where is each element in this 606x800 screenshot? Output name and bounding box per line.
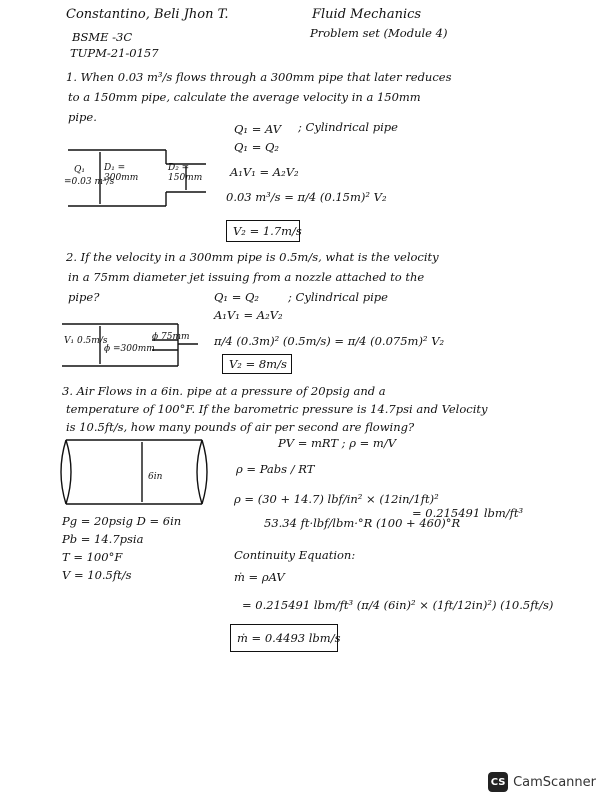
student-section: BSME -3C [72, 30, 133, 44]
p2-step1-note: ; Cylindrical pipe [288, 290, 388, 304]
camscanner-logo-icon: CS [488, 772, 508, 792]
p1-step1: Q₁ = AV [234, 122, 282, 136]
camscanner-watermark [488, 772, 596, 792]
problem-set-title: Problem set (Module 4) [310, 26, 448, 40]
p3-continuity-heading: Continuity Equation: [234, 548, 356, 562]
p2-step1: Q₁ = Q₂ [214, 290, 260, 304]
p3-question-line1: 3. Air Flows in a 6in. pipe at a pressure of 20psig and a [62, 384, 386, 398]
p3-step3: ρ = (30 + 14.7) lbf/in² × (12in/1ft)² [234, 492, 439, 506]
p1-question-line2: to a 150mm pipe, calculate the average velocity in a 150mm [68, 90, 421, 104]
p1-label-flow: =0.03 m³/s [64, 177, 115, 187]
p3-step2: ρ = Pabs / RT [236, 462, 315, 476]
p1-step1-note: ; Cylindrical pipe [298, 120, 398, 134]
p2-question-line2: in a 75mm diameter jet issuing from a nozzle attached to the [68, 270, 425, 284]
student-name: Constantino, Beli Jhon T. [66, 7, 229, 22]
camscanner-text: CamScanner [513, 774, 596, 790]
p1-answer: V₂ = 1.7m/s [233, 224, 302, 238]
p1-step4: 0.03 m³/s = π/4 (0.15m)² V₂ [226, 190, 387, 204]
p2-question-line1: 2. If the velocity in a 300mm pipe is 0.5m/s, what is the velocity [66, 250, 439, 264]
p2-answer: V₂ = 8m/s [229, 357, 287, 371]
p1-reducer-sketch [68, 150, 206, 206]
p1-question-line1: 1. When 0.03 m³/s flows through a 300mm pipe that later reduces [66, 70, 452, 84]
p2-step2: A₁V₁ = A₂V₂ [214, 308, 283, 322]
p2-nozzle-sketch [62, 324, 198, 366]
p3-step4: ṁ = ρAV [234, 570, 285, 584]
p3-question-line2: temperature of 100°F. If the barometric pressure is 14.7psi and Velocity [66, 402, 488, 416]
p3-given-4: V = 10.5ft/s [62, 568, 132, 582]
student-id: TUPM-21-0157 [70, 46, 159, 60]
p2-label-v: V₁ 0.5m/s [64, 336, 108, 346]
p1-label-d2: D₂ = 150mm [168, 163, 203, 183]
p3-step3-denominator: 53.34 ft·lbf/lbm·°R (100 + 460)°R [264, 516, 461, 530]
p3-answer: ṁ = 0.4493 lbm/s [237, 631, 341, 645]
p3-step5: = 0.215491 lbm/ft³ (π/4 (6in)² × (1ft/12in)²) (10.5ft/s) [242, 598, 554, 612]
p1-label-q: Q₁ [74, 165, 85, 175]
subject-title: Fluid Mechanics [312, 7, 422, 22]
p3-density-result: = 0.215491 lbm/ft³ [412, 506, 524, 520]
p1-step3: A₁V₁ = A₂V₂ [230, 165, 299, 179]
p1-label-d1: D₁ = 300mm [104, 163, 139, 183]
p3-given-1: Pg = 20psig D = 6in [62, 514, 182, 528]
p2-label-d: ϕ =300mm [104, 344, 155, 354]
p3-pipe-label: 6in [148, 472, 163, 482]
p2-step3: π/4 (0.3m)² (0.5m/s) = π/4 (0.075m)² V₂ [214, 334, 445, 348]
p3-step1: PV = mRT ; ρ = m/V [278, 436, 396, 450]
p3-given-3: T = 100°F [62, 550, 123, 564]
p1-question-line3: pipe. [68, 110, 97, 124]
p1-step2: Q₁ = Q₂ [234, 140, 280, 154]
p2-question-line3: pipe? [68, 290, 100, 304]
p2-label-d2: ϕ 75mm [152, 332, 190, 342]
p3-question-line3: is 10.5ft/s, how many pounds of air per second are flowing? [66, 420, 415, 434]
p3-pipe-sketch [61, 440, 207, 504]
p3-given-2: Pb = 14.7psia [62, 532, 144, 546]
